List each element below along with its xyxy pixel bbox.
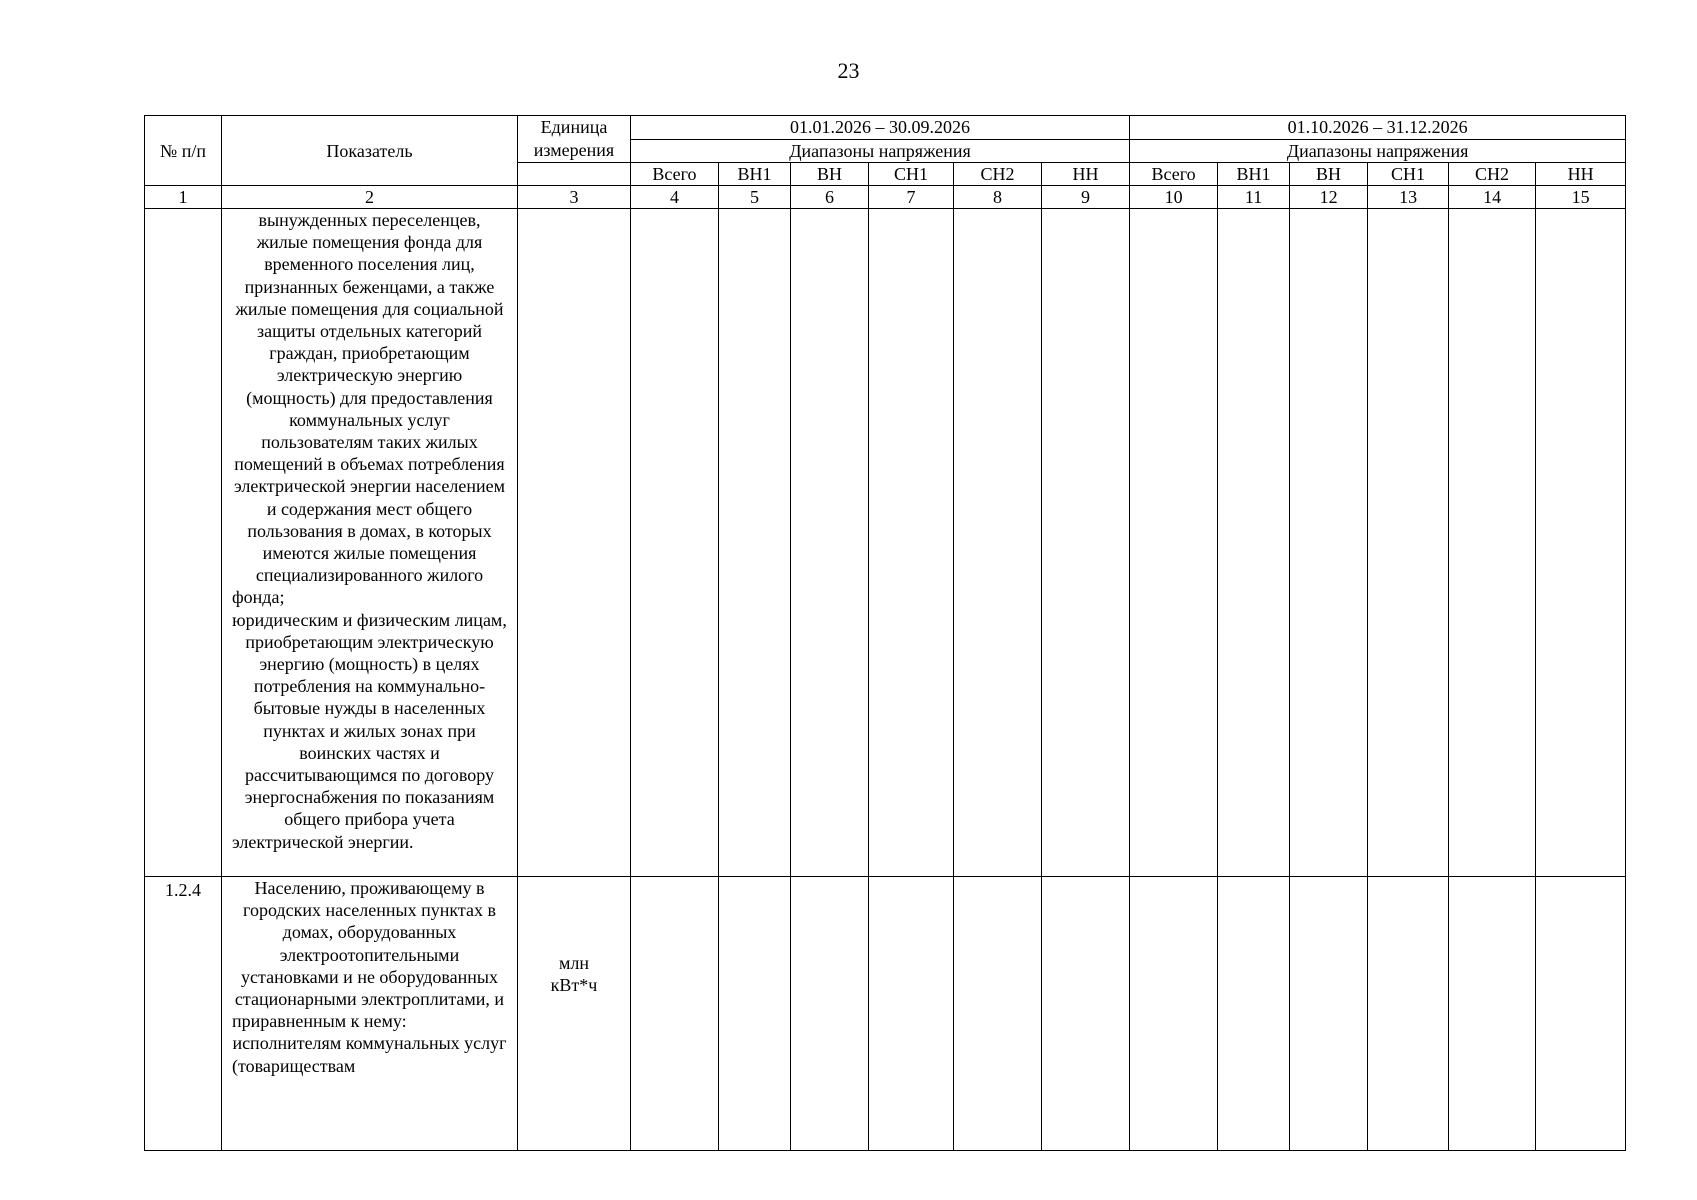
row-number: 1.2.4 <box>145 877 222 1151</box>
value-cell <box>1449 877 1536 1151</box>
row-unit <box>518 209 631 877</box>
column-number: 10 <box>1130 186 1218 209</box>
value-cell <box>1536 877 1626 1151</box>
value-cell <box>1042 877 1130 1151</box>
value-cell <box>1042 209 1130 877</box>
value-cell <box>631 877 719 1151</box>
header-unit-blank <box>518 163 631 186</box>
header-voltage-vn: ВН <box>791 163 869 186</box>
value-cell <box>1449 209 1536 877</box>
row-unit-line: млн <box>558 953 589 973</box>
column-number: 13 <box>1368 186 1449 209</box>
header-voltage-sn1: СН1 <box>1368 163 1449 186</box>
value-cell <box>869 877 954 1151</box>
header-unit: Единица измерения <box>518 116 631 163</box>
row-unit-line: кВт*ч <box>550 975 598 995</box>
header-voltage-vn1: ВН1 <box>719 163 791 186</box>
header-voltage-sn2: СН2 <box>1449 163 1536 186</box>
column-number: 6 <box>791 186 869 209</box>
header-voltage-ranges-2: Диапазоны напряжения <box>1130 139 1626 163</box>
value-cell <box>719 877 791 1151</box>
column-number: 3 <box>518 186 631 209</box>
value-cell <box>869 209 954 877</box>
table-row <box>145 877 1626 1151</box>
header-voltage-ranges-1: Диапазоны напряжения <box>631 139 1130 163</box>
value-cell <box>1218 877 1290 1151</box>
column-number: 15 <box>1536 186 1626 209</box>
value-cell <box>1290 877 1368 1151</box>
row-indicator: Населению, проживающему в городских населенных пунктах в домах, оборудованных электроотопительными установками и не оборудованных стационарными электроплитами, и приравненным к нему: исполнителям коммунальных услуг (товариществам <box>222 877 518 1151</box>
header-voltage-sn2: СН2 <box>954 163 1042 186</box>
column-number: 8 <box>954 186 1042 209</box>
row-unit <box>518 877 631 1151</box>
column-number: 7 <box>869 186 954 209</box>
value-cell <box>631 209 719 877</box>
value-cell <box>1130 209 1218 877</box>
value-cell <box>1536 209 1626 877</box>
column-number: 11 <box>1218 186 1290 209</box>
header-period-2: 01.10.2026 – 31.12.2026 <box>1130 116 1626 140</box>
column-number: 4 <box>631 186 719 209</box>
column-number: 5 <box>719 186 791 209</box>
value-cell <box>791 877 869 1151</box>
header-voltage-total: Всего <box>1130 163 1218 186</box>
header-voltage-nn: НН <box>1042 163 1130 186</box>
header-voltage-vn1: ВН1 <box>1218 163 1290 186</box>
header-voltage-nn: НН <box>1536 163 1626 186</box>
header-voltage-vn: ВН <box>1290 163 1368 186</box>
header-indicator: Показатель <box>222 116 518 186</box>
value-cell <box>954 209 1042 877</box>
value-cell <box>954 877 1042 1151</box>
header-voltage-sn1: СН1 <box>869 163 954 186</box>
row-number <box>145 209 222 877</box>
value-cell <box>791 209 869 877</box>
header-row-1 <box>145 116 1626 140</box>
column-number: 12 <box>1290 186 1368 209</box>
value-cell <box>1368 209 1449 877</box>
column-number: 14 <box>1449 186 1536 209</box>
header-num: № п/п <box>145 116 222 186</box>
column-number-row <box>145 186 1626 209</box>
tariff-table <box>144 115 1626 1151</box>
value-cell <box>1290 209 1368 877</box>
column-number: 2 <box>222 186 518 209</box>
value-cell <box>1218 209 1290 877</box>
header-voltage-total: Всего <box>631 163 719 186</box>
table-row <box>145 209 1626 877</box>
row-indicator: вынужденных переселенцев, жилые помещения фонда для временного поселения лиц, признанных беженцами, а также жилые помещения для социальной защиты отдельных категорий граждан, приобретающим электрическую энергию (мощность) для предоставления коммунальных услуг пользователям таких жилых помещений в объемах потребления электрической энергии населением и содержания мест общего пользования в домах, в которых имеются жилые помещения специализированного жилого фонда; юридическим и физическим лицам, приобретающим электрическую энергию (мощность) в целях потребления на коммунально-бытовые нужды в населенных пунктах и жилых зонах при воинских частях и рассчитывающимся по договору энергоснабжения по показаниям общего прибора учета электрической энергии. <box>222 209 518 877</box>
value-cell <box>1130 877 1218 1151</box>
header-period-1: 01.01.2026 – 30.09.2026 <box>631 116 1130 140</box>
page-number: 23 <box>837 58 860 83</box>
column-number: 1 <box>145 186 222 209</box>
column-number: 9 <box>1042 186 1130 209</box>
value-cell <box>1368 877 1449 1151</box>
value-cell <box>719 209 791 877</box>
